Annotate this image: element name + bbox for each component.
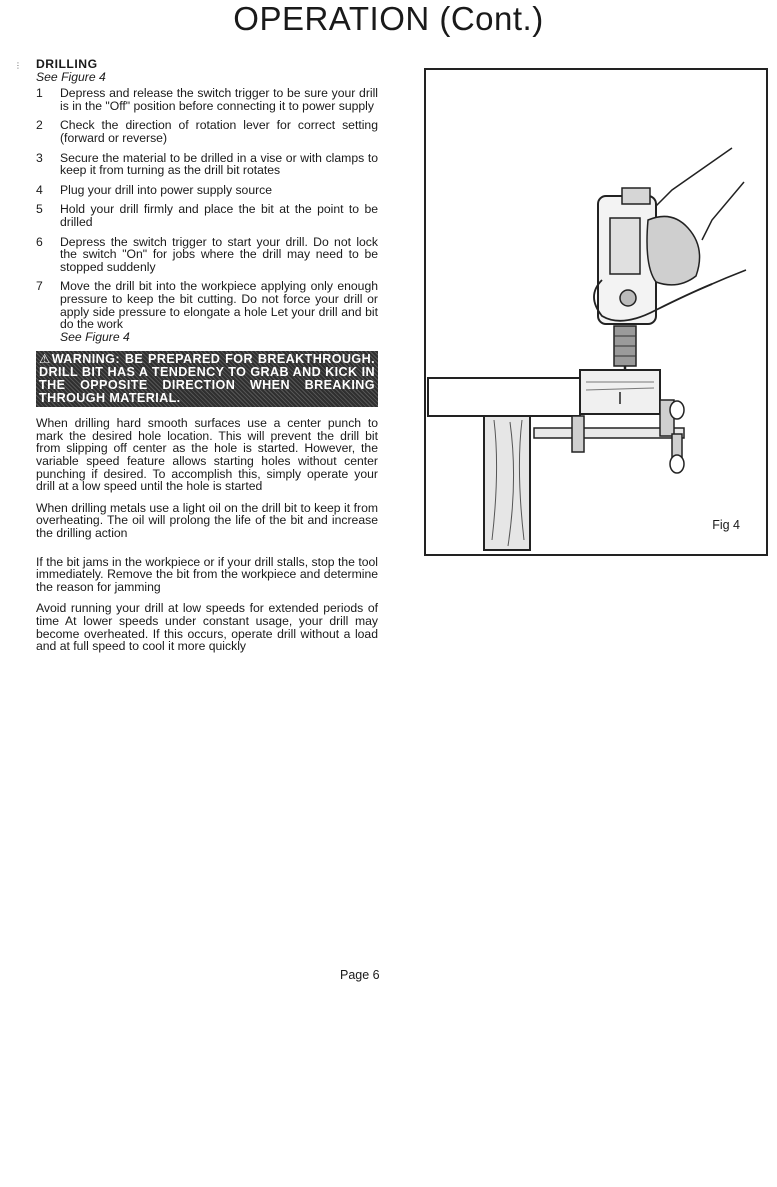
left-column: [36, 58, 378, 653]
paragraph: If the bit jams in the workpiece or if your drill stalls, stop the tool immediately. Remove the bit from the workpiece and determine the reason for jamming: [36, 554, 378, 594]
page-number: Page 6: [340, 968, 380, 982]
step-item: 6 Depress the switch trigger to start your drill. Do not lock the switch "On" for jobs where the drill may need to be stopped suddenly: [36, 234, 378, 274]
see-figure-note: See Figure 4: [36, 69, 106, 84]
figure-label: Fig 4: [712, 518, 740, 532]
step-item: 2 Check the direction of rotation lever for correct setting (forward or reverse): [36, 118, 378, 145]
paragraph: When drilling hard smooth surfaces use a center punch to mark the desired hole location. This will prevent the drill bit from slipping off center as the hole is started. However, the variable speed feature allows starting holes without center punching if desired. To accomplish this, simply operate your drill at a low speed until the hole is started: [36, 416, 378, 494]
paragraph: Avoid running your drill at low speeds for extended periods of time At lower speeds under constant usage, your drill may become overheated. If this occurs, operate drill without a load and at full speed to cool it more quickly: [36, 601, 378, 654]
step-item: 3 Secure the material to be drilled in a vise or with clamps to keep it from turning as the drill bit rotates: [36, 150, 378, 178]
drilling-steps: [36, 87, 378, 343]
page-title: OPERATION (Cont.): [233, 0, 544, 37]
step-item: 7 Move the drill bit into the workpiece applying only enough pressure to keep the bit cutting. Do not force your drill or apply side pressure to elongate a hole Let your drill and bit do the work See Figure 4: [36, 279, 378, 344]
step-item: 1 Depress and release the switch trigger to be sure your drill is in the "Off" position before connecting it to power supply: [36, 86, 378, 113]
margin-marks: ⋮: [14, 61, 22, 70]
step-item: 4 Plug your drill into power supply source: [36, 182, 273, 197]
warning-box: [36, 351, 378, 407]
section-heading: DRILLING: [36, 57, 98, 71]
paragraph: When drilling metals use a light oil on the drill bit to keep it from overheating. The oil will prolong the life of the bit and increase the drilling action: [36, 500, 378, 541]
warning-icon: ⚠: [39, 352, 52, 367]
step-item: 5 Hold your drill firmly and place the bit at the point to be drilled: [36, 202, 378, 229]
see-figure-note: See Figure 4: [60, 329, 130, 344]
warning-text: WARNING: BE PREPARED FOR BREAKTHROUGH. DRILL BIT HAS A TENDENCY TO GRAB AND KICK IN THE OPPOSITE DIRECTION WHEN BREAKING THROUGH MATERIAL.: [39, 352, 375, 406]
figure-4: [424, 68, 768, 556]
drill-illustration: [426, 70, 766, 554]
